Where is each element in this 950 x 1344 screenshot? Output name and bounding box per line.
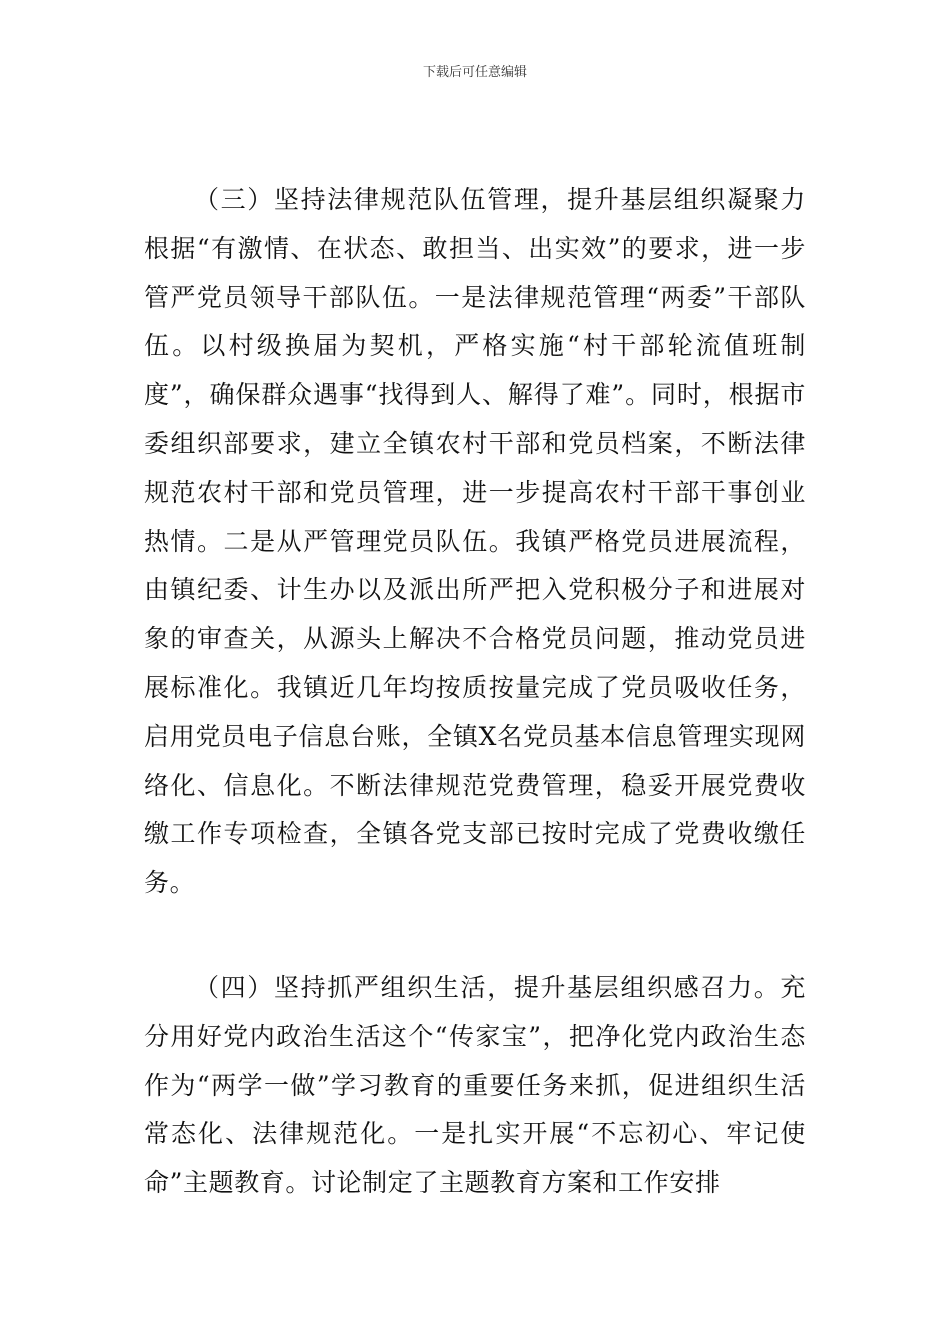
document-body [144, 176, 806, 1208]
page-header-note: 下载后可任意编辑 [422, 65, 527, 80]
paragraph-section-3: （三）坚持法律规范队伍管理，提升基层组织凝聚力根据“有激情、在状态、敢担当、出实效”的要求，进一步管严党员领导干部队伍。一是法律规范管理“两委”干部队伍。以村级换届为契机，严格实施“村干部轮流值班制度”，确保群众遇事“找得到人、解得了难”。同时，根据市委组织部要求，建立全镇农村干部和党员档案，不断法律规范农村干部和党员管理，进一步提高农村干部干事创业热情。二是从严管理党员队伍。我镇严格党员进展流程，由镇纪委、计生办以及派出所严把入党积极分子和进展对象的审查关，从源头上解决不合格党员问题，推动党员进展标准化。我镇近几年均按质按量完成了党员吸收任务，启用党员电子信息台账，全镇X名党员基本信息管理实现网络化、信息化。不断法律规范党费管理，稳妥开展党费收缴工作专项检查，全镇各党支部已按时完成了党费收缴任务。 [144, 185, 806, 898]
paragraph-section-4: （四）坚持抓严组织生活，提升基层组织感召力。充分用好党内政治生活这个“传家宝”，把净化党内政治生态作为“两学一做”学习教育的重要任务来抓，促进组织生活常态化、法律规范化。一是扎实开展“不忘初心、牢记使命”主题教育。讨论制定了主题教育方案和工作安排 [144, 972, 806, 1198]
